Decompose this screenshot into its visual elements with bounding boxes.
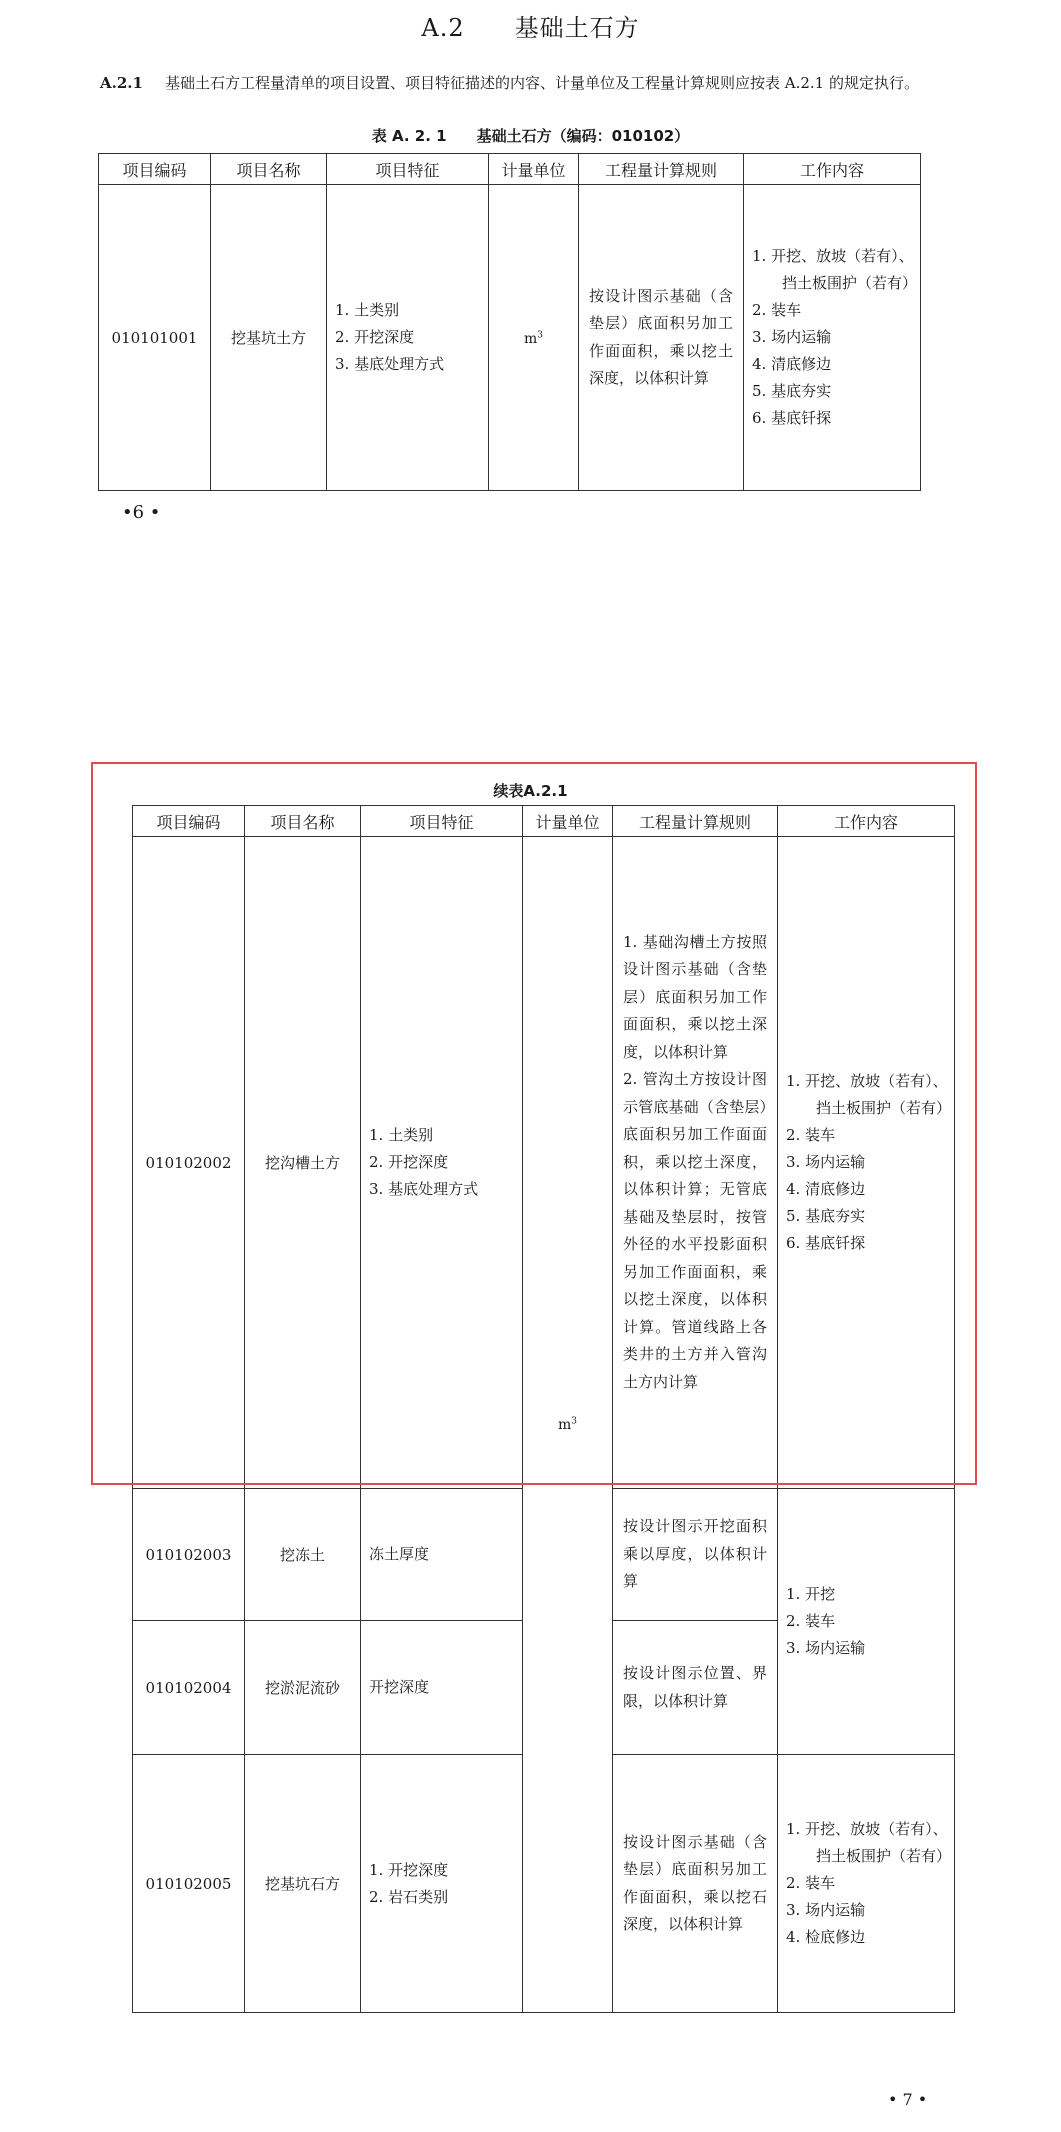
item-code: 010102004 (133, 1621, 245, 1755)
item-features (361, 1755, 523, 2013)
feature-line: 2. 开挖深度 (335, 328, 415, 346)
work-line: 1. 开挖、放坡（若有）、 (786, 1072, 948, 1090)
table-header-row (133, 806, 955, 837)
rule-text: 按设计图示基础（含垫层）底面积另加工作面面积，乘以挖土深度，以体积计算 (589, 286, 733, 387)
item-unit (489, 185, 579, 491)
clause-number: A.2.1 (100, 74, 143, 92)
header-code: 项目编码 (99, 154, 211, 185)
feature-line: 开挖深度 (369, 1678, 430, 1696)
table-row (99, 185, 921, 491)
item-features (361, 1621, 523, 1755)
rule-text: 按设计图示位置、界限，以体积计算 (623, 1664, 767, 1710)
item-work-shared (778, 1489, 955, 1755)
continuation-caption: 续表A.2.1 (493, 782, 568, 800)
item-code: 010102005 (133, 1755, 245, 2013)
item-work (744, 185, 921, 491)
feature-line: 1. 土类别 (335, 301, 400, 319)
page-number-7: • 7 • (888, 2090, 928, 2109)
section-heading: A.2 基础土石方 (421, 14, 640, 42)
rule-text: 按设计图示开挖面积乘以厚度，以体积计算 (623, 1517, 767, 1591)
table-caption: 表 A. 2. 1 基础土石方（编码：010102） (371, 127, 690, 145)
work-line: 2. 装车 (786, 1874, 836, 1892)
work-line: 2. 装车 (786, 1612, 836, 1630)
item-code: 010101001 (99, 185, 211, 491)
earthwork-table-a21 (98, 153, 921, 491)
work-line: 1. 开挖、放坡（若有）、 (752, 247, 914, 265)
work-line: 挡土板围护（若有） (782, 274, 918, 292)
item-features (327, 185, 489, 491)
header-unit: 计量单位 (489, 154, 579, 185)
rule-text-2: 2. 管沟土方按设计图示管底基础（含垫层）底面积另加工作面面积，乘以挖土深度，以体积计算；无管底基础及垫层时，按管外径的水平投影面积另加工作面面积，乘以挖土深度，以体积计算。管道线路上各类井的土方并入管沟土方内计算 (623, 1070, 767, 1391)
item-rule (613, 1489, 778, 1621)
work-line: 5. 基底夯实 (786, 1207, 866, 1225)
item-unit (523, 837, 613, 2013)
item-work (778, 837, 955, 1489)
work-line: 1. 开挖 (786, 1585, 836, 1603)
item-code: 010102002 (133, 837, 245, 1489)
work-line: 5. 基底夯实 (752, 382, 832, 400)
item-work (778, 1755, 955, 2013)
header-work: 工作内容 (778, 806, 955, 837)
item-rule (613, 837, 778, 1489)
feature-line: 2. 岩石类别 (369, 1887, 449, 1906)
work-line: 4. 清底修边 (752, 355, 832, 373)
work-line: 6. 基底钎探 (752, 409, 832, 427)
unit-base: m (523, 330, 538, 347)
earthwork-table-a21-continued (132, 805, 955, 2013)
feature-line: 1. 开挖深度 (369, 1860, 449, 1879)
header-features: 项目特征 (361, 806, 523, 837)
work-line: 3. 场内运输 (786, 1901, 866, 1919)
item-name: 挖基坑土方 (211, 185, 327, 491)
header-code: 项目编码 (133, 806, 245, 837)
item-code: 010102003 (133, 1489, 245, 1621)
item-name: 挖基坑石方 (245, 1755, 361, 2013)
table-header-row (99, 154, 921, 185)
clause-text: 基础土石方工程量清单的项目设置、项目特征描述的内容、计量单位及工程量计算规则应按表 A.2.1 的规定执行。 (164, 74, 919, 92)
clause-paragraph (100, 70, 940, 97)
item-name: 挖冻土 (245, 1489, 361, 1621)
item-features (361, 837, 523, 1489)
work-line: 6. 基底钎探 (786, 1234, 866, 1252)
header-unit: 计量单位 (523, 806, 613, 837)
item-rule (613, 1621, 778, 1755)
work-line: 1. 开挖、放坡（若有）、 (786, 1820, 948, 1838)
feature-line: 2. 开挖深度 (369, 1153, 449, 1171)
feature-line: 冻土厚度 (369, 1545, 430, 1563)
feature-line: 3. 基底处理方式 (335, 355, 445, 373)
header-rule: 工程量计算规则 (613, 806, 778, 837)
work-line: 3. 场内运输 (752, 328, 832, 346)
unit-exponent: 3 (571, 1416, 577, 1427)
work-line: 2. 装车 (786, 1126, 836, 1144)
unit-exponent: 3 (537, 329, 543, 340)
item-name: 挖沟槽土方 (245, 837, 361, 1489)
work-line: 4. 清底修边 (786, 1180, 866, 1198)
unit-base: m (557, 1417, 572, 1433)
item-rule (579, 185, 744, 491)
item-rule (613, 1755, 778, 2013)
feature-line: 3. 基底处理方式 (369, 1180, 479, 1198)
work-line: 挡土板围护（若有） (816, 1847, 952, 1865)
rule-text: 按设计图示基础（含垫层）底面积另加工作面面积，乘以挖石深度，以体积计算 (623, 1832, 767, 1933)
work-line: 3. 场内运输 (786, 1153, 866, 1171)
rule-text-1: 1. 基础沟槽土方按照设计图示基础（含垫层）底面积另加工作面面积，乘以挖土深度，以体积计算 (623, 932, 767, 1061)
work-line: 4. 检底修边 (786, 1928, 866, 1946)
work-line: 3. 场内运输 (786, 1639, 866, 1657)
header-work: 工作内容 (744, 154, 921, 185)
header-name: 项目名称 (211, 154, 327, 185)
page-number-6: •6 • (122, 502, 161, 523)
item-name: 挖淤泥流砂 (245, 1621, 361, 1755)
work-line: 挡土板围护（若有） (816, 1099, 952, 1117)
table-row (133, 837, 955, 1489)
header-name: 项目名称 (245, 806, 361, 837)
work-line: 2. 装车 (752, 301, 802, 319)
item-features (361, 1489, 523, 1621)
feature-line: 1. 土类别 (369, 1126, 434, 1144)
header-rule: 工程量计算规则 (579, 154, 744, 185)
header-features: 项目特征 (327, 154, 489, 185)
